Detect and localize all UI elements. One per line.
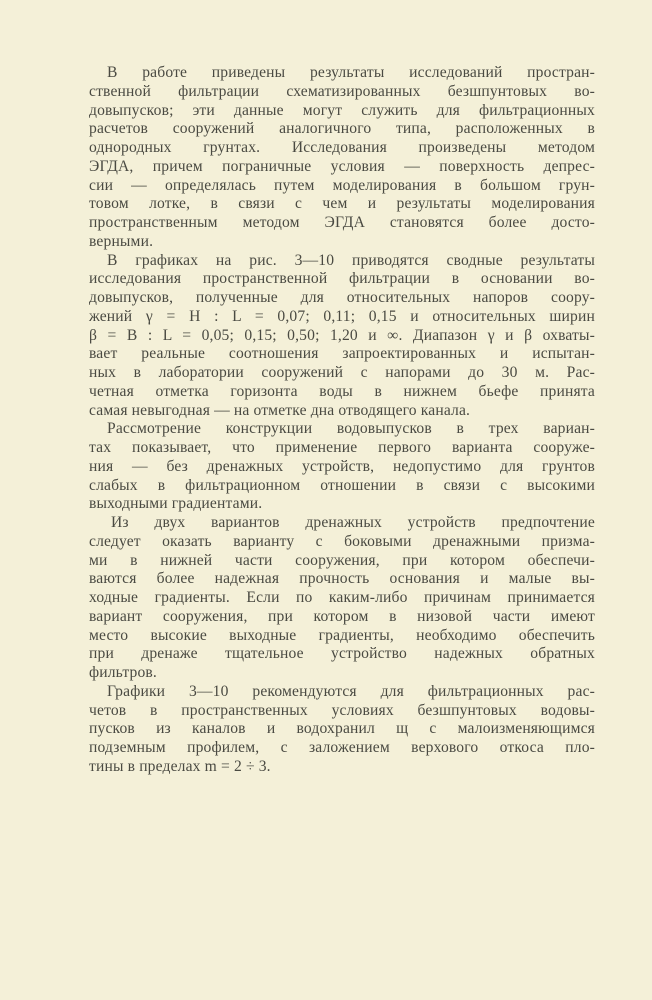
text-line: ходные градиенты. Если по каким-либо причинам принимается <box>89 589 595 606</box>
text-line: сии — определялась путем моделирования в большом грун- <box>89 176 595 194</box>
text-line: вариант сооружения, при котором в низовой части имеют <box>89 607 595 625</box>
text-line: однородных грунтах. Исследования произведены методом <box>89 139 595 156</box>
text-line: слабых в фильтрационном отношении в связи с высокими <box>89 476 595 494</box>
text-line: исследования пространственной фильтрации в основании во- <box>89 270 595 288</box>
paragraph <box>89 683 595 777</box>
paragraph <box>89 514 595 683</box>
paragraph <box>89 252 595 421</box>
document-page <box>89 64 595 777</box>
text-line: ваются более надежная прочность основания и малые вы- <box>89 570 595 588</box>
text-line: четная отметка горизонта воды в нижнем бьефе принята <box>89 382 595 400</box>
text-line: тах показывает, что применение первого варианта сооруже- <box>89 439 595 456</box>
text-line: В графиках на рис. 3—10 приводятся сводные результаты <box>107 251 595 269</box>
text-line: Рассмотрение конструкции водовыпусков в трех вариан- <box>107 420 595 438</box>
text-line: выходными градиентами. <box>89 495 263 513</box>
text-line: довыпусков; эти данные могут служить для фильтрационных <box>89 101 595 119</box>
text-line: Графики 3—10 рекомендуются для фильтрационных рас- <box>107 682 595 700</box>
text-line: пусков из каналов и водохранил щ с малоизменяющимся <box>89 720 595 738</box>
paragraph <box>89 420 595 514</box>
text-line: товом лотке, в связи с чем и результаты моделирования <box>89 195 595 213</box>
text-line: подземным профилем, с заложением верхового откоса пло- <box>89 739 595 756</box>
text-line: тины в пределах m = 2 ÷ 3. <box>89 757 271 775</box>
text-line: ЭГДА, причем пограничные условия — поверхность депрес- <box>89 157 595 175</box>
text-line: следует оказать варианту с боковыми дренажными призма- <box>89 532 595 550</box>
text-line: фильтров. <box>89 664 157 681</box>
text-line: Из двух вариантов дренажных устройств предпочтение <box>111 514 595 531</box>
text-line: ственной фильтрации схематизированных безшпунтовых во- <box>89 82 595 100</box>
text-line: ния — без дренажных устройств, недопустимо для грунтов <box>89 457 595 475</box>
text-line: пространственным методом ЭГДА становятся более досто- <box>89 214 595 231</box>
paragraph <box>89 64 595 252</box>
text-line: жений γ = H : L = 0,07; 0,11; 0,15 и относительных ширин <box>89 307 595 325</box>
text-line: расчетов сооружений аналогичного типа, расположенных в <box>89 120 595 138</box>
text-line: четов в пространственных условиях безшпунтовых водовы- <box>89 701 595 719</box>
text-line: самая невыгодная — на отметке дна отводящего канала. <box>89 401 471 419</box>
text-line: β = B : L = 0,05; 0,15; 0,50; 1,20 и ∞. Диапазон γ и β охваты- <box>89 326 595 344</box>
text-line: ми в нижней части сооружения, при котором обеспечи- <box>89 551 595 569</box>
text-line: при дренаже тщательное устройство надежных обратных <box>89 645 595 663</box>
text-line: место высокие выходные градиенты, необходимо обеспечить <box>89 626 595 644</box>
text-line: В работе приведены результаты исследований простран- <box>107 64 595 81</box>
text-line: ных в лаборатории сооружений с напорами до 30 м. Рас- <box>89 364 595 381</box>
text-line: вает реальные соотношения запроектированных и испытан- <box>89 345 595 363</box>
text-line: довыпусков, полученные для относительных напоров соору- <box>89 289 595 306</box>
text-line: верными. <box>89 232 154 250</box>
